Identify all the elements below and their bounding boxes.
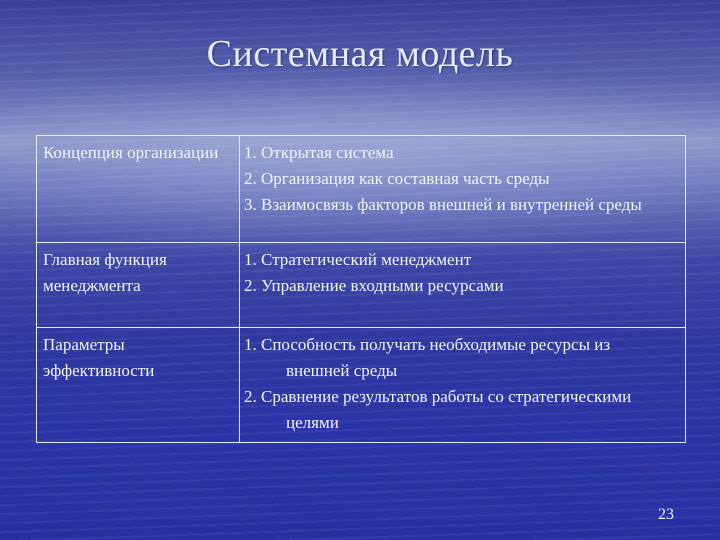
system-model-table — [36, 135, 686, 443]
page-number: 23 — [658, 506, 674, 523]
row-content — [240, 243, 686, 328]
table-row — [37, 328, 686, 443]
row-content — [240, 136, 686, 243]
slide-title: Системная модель — [206, 33, 514, 75]
list-item: 1. Стратегический менеджмент — [244, 250, 472, 269]
list-item: 2. Организация как составная часть среды — [244, 169, 550, 188]
row-label: Главная функция менеджмента — [37, 243, 240, 328]
list-item: 2. Сравнение результатов работы со стратегическими целями — [244, 387, 632, 432]
row-content — [240, 328, 686, 443]
row-label: Концепция организации — [37, 136, 240, 243]
list-item: 2. Управление входными ресурсами — [244, 276, 504, 295]
table-row — [37, 136, 686, 243]
list-item: 1. Открытая система — [244, 143, 394, 162]
list-item: 3. Взаимосвязь факторов внешней и внутренней среды — [244, 195, 642, 214]
table-row — [37, 243, 686, 328]
list-item: 1. Способность получать необходимые ресурсы из внешней среды — [244, 335, 611, 380]
row-label: Параметры эффективности — [37, 328, 240, 443]
